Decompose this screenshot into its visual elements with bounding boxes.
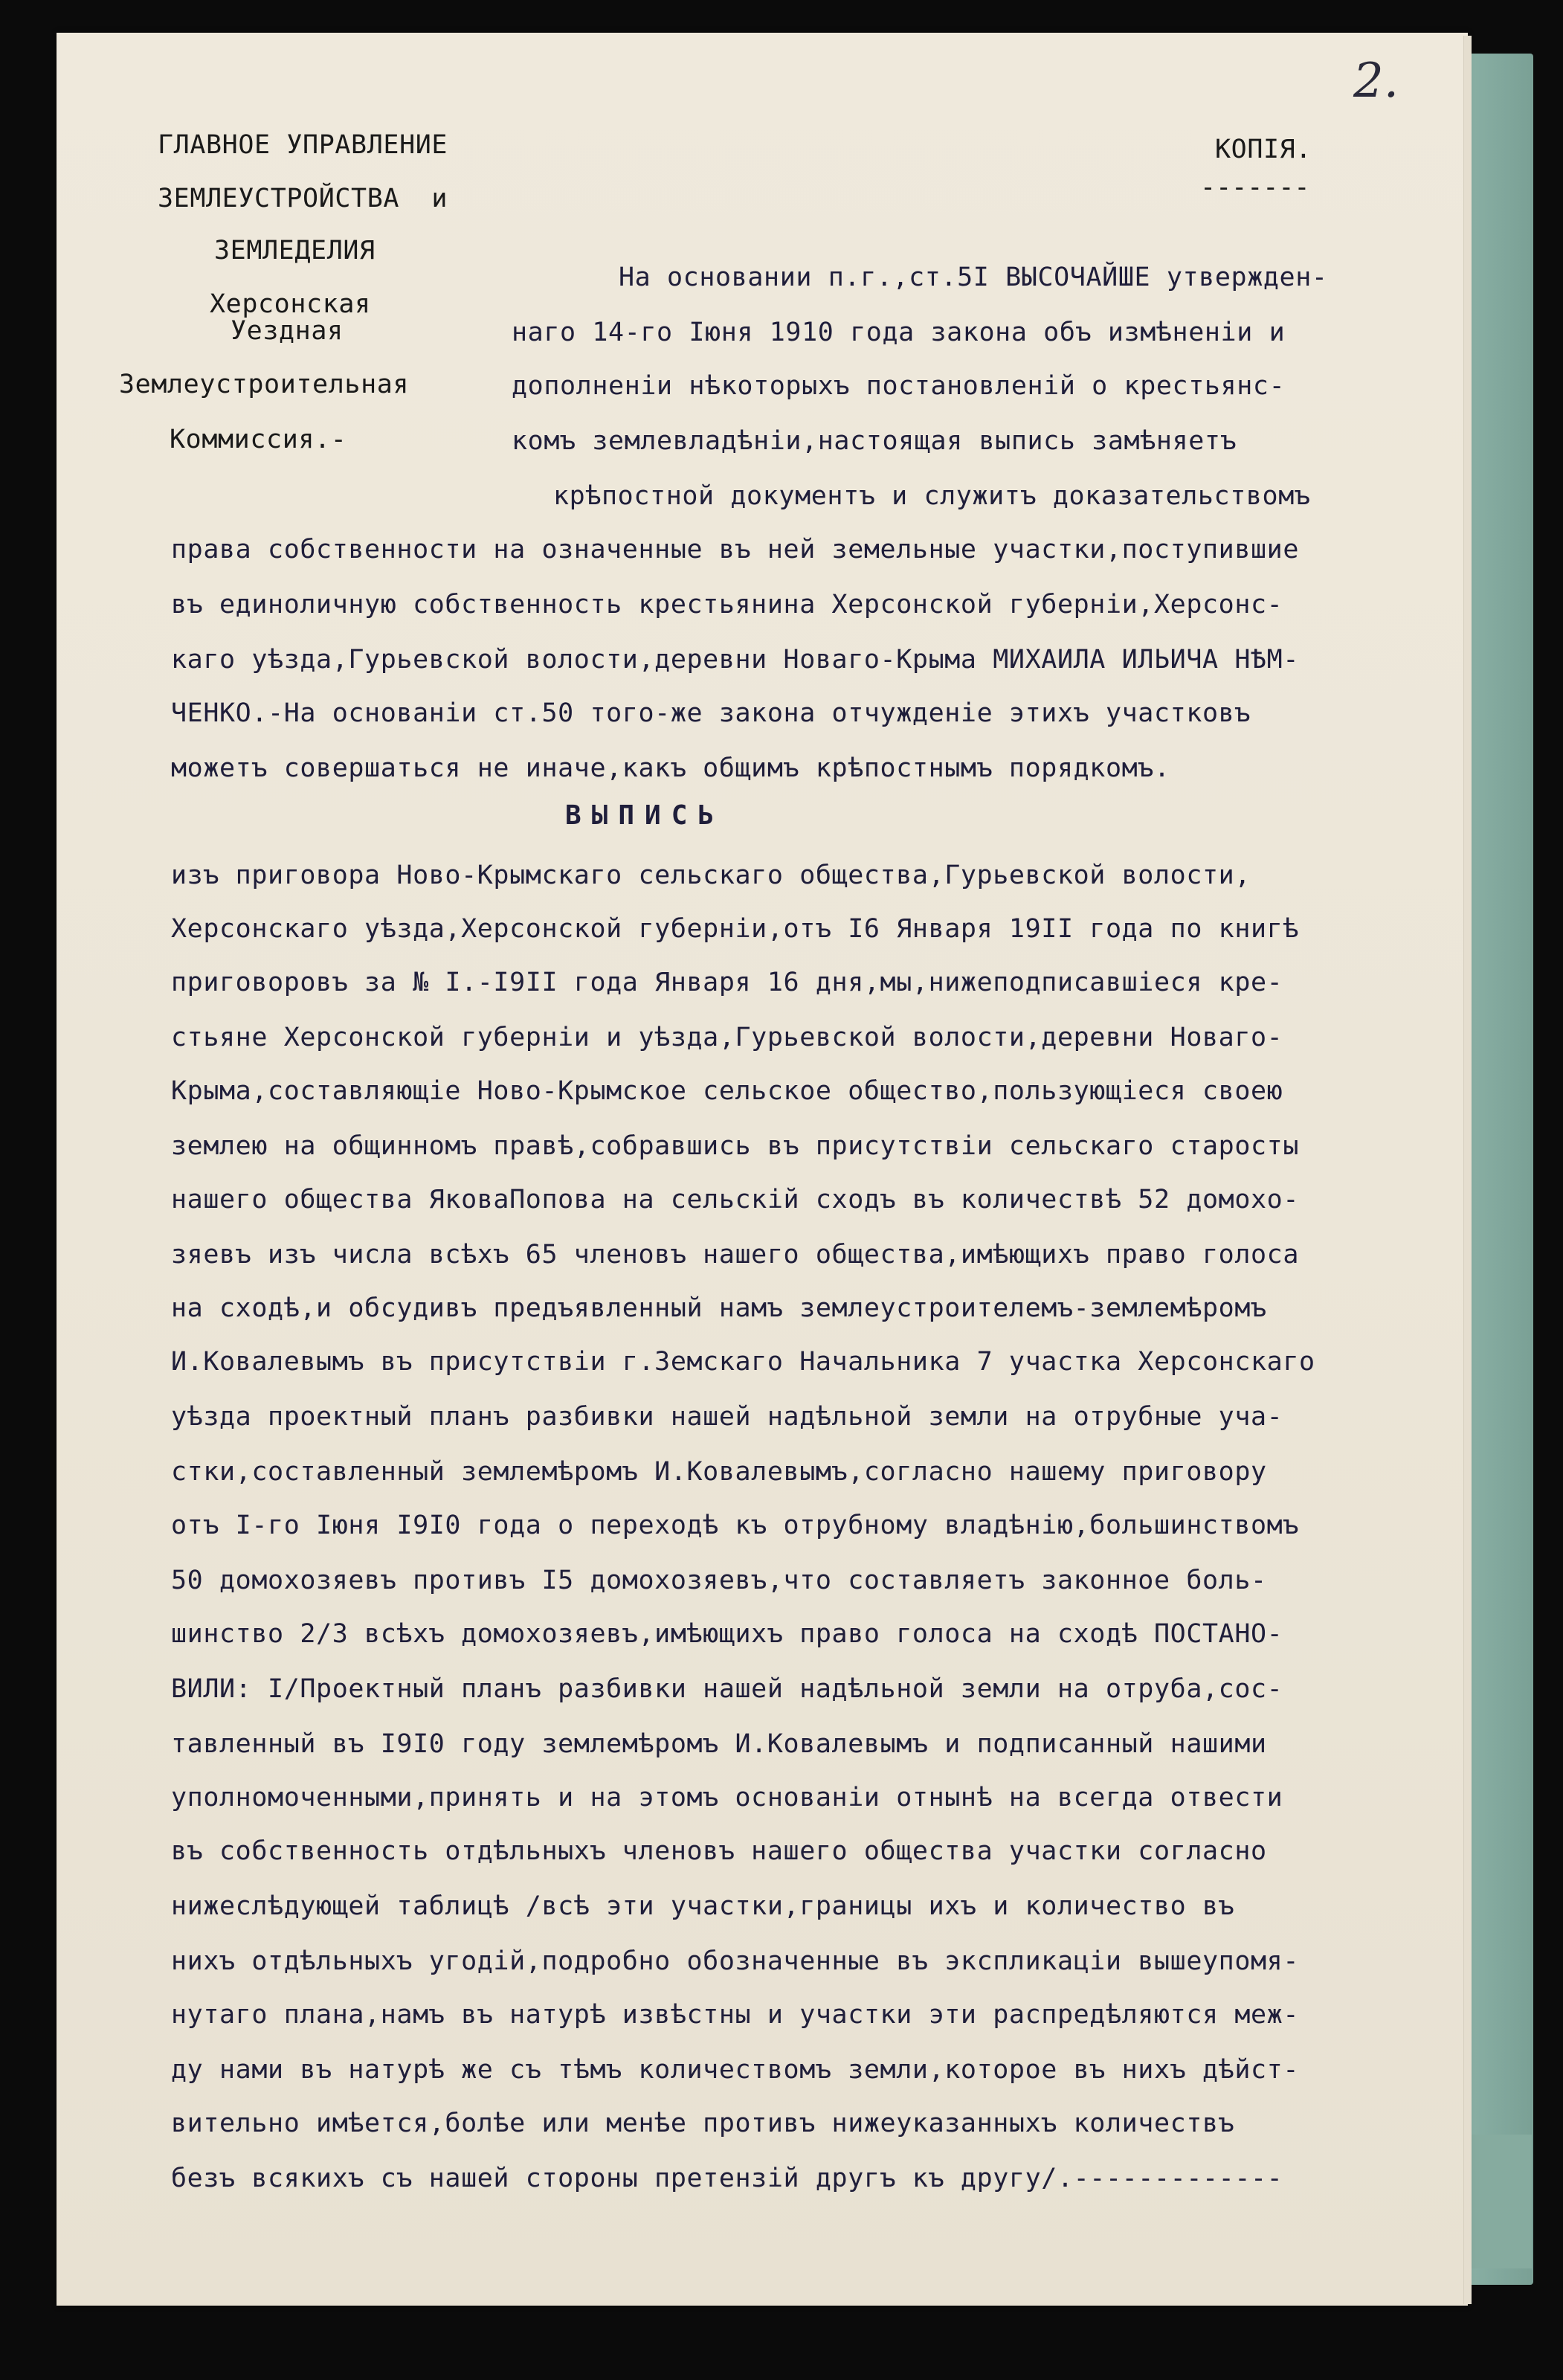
- body2-line-6: землею на общинномъ правѣ,собравшись въ присутствiи сельскаго старосты: [171, 1131, 1300, 1161]
- copy-label: КОПIЯ.: [1215, 135, 1312, 164]
- body2-line-11: уѣзда проектный планъ разбивки нашей надѣльной земли на отрубные уча-: [171, 1402, 1283, 1432]
- body2-line-14: 50 домохозяевъ противъ I5 домохозяевъ,что составляетъ законное боль-: [171, 1566, 1267, 1595]
- intro-line-5: крѣпостной документъ и служитъ доказательствомъ: [553, 481, 1311, 511]
- body2-line-18: уполномоченными,принять и на этомъ основанiи отнынѣ на всегда отвести: [171, 1783, 1283, 1813]
- intro-line-1: На основании п.г.,ст.5I ВЫСОЧАЙШЕ утвержден-: [619, 263, 1328, 292]
- org-line-5: Уездная: [231, 316, 344, 346]
- body2-line-24: вительно имѣется,болѣе или менѣе противъ нижеуказанныхъ количествъ: [171, 2109, 1235, 2138]
- body1-line-2: въ единоличную собственность крестьянина Херсонской губернiи,Херсонс-: [171, 590, 1283, 620]
- body2-line-9: на сходѣ,и обсудивъ предъявленный намъ землеустроителемъ-землемѣромъ: [171, 1293, 1267, 1323]
- body2-line-7: нашего общества ЯковаПопова на сельскiй сходъ въ количествѣ 52 домохо-: [171, 1185, 1300, 1215]
- body1-line-4: ЧЕНКО.-На основанiи ст.50 того-же закона отчужденiе этихъ участковъ: [171, 698, 1251, 728]
- body1-line-1: права собственности на означенные въ ней земельные участки,поступившие: [171, 535, 1300, 565]
- org-line-4: Херсонская: [210, 289, 371, 319]
- copy-underline: -------: [1200, 173, 1310, 202]
- body2-line-17: тавленный въ I9I0 году землемѣромъ И.Ковалевымъ и подписанный нашими: [171, 1729, 1267, 1759]
- body2-line-4: стьяне Херсонской губернiи и уѣзда,Гурьевской волости,деревни Новаго-: [171, 1023, 1283, 1052]
- body2-line-12: стки,составленный землемѣромъ И.Ковалевымъ,согласно нашему приговору: [171, 1457, 1267, 1487]
- org-line-7: Коммиссия.-: [170, 425, 347, 454]
- body2-line-1: изъ приговора Ново-Крымскаго сельскаго общества,Гурьевской волости,: [171, 861, 1251, 890]
- body2-line-19: въ собственность отдѣльныхъ членовъ нашего общества участки согласно: [171, 1836, 1267, 1866]
- page-number: 2.: [1353, 54, 1399, 109]
- body2-line-2: Херсонскаго уѣзда,Херсонской губернiи,отъ I6 Января 19II года по книгѣ: [171, 914, 1300, 944]
- org-line-2: ЗЕМЛЕУСТРОЙСТВА и: [158, 184, 448, 213]
- org-line-1: ГЛАВНОЕ УПРАВЛЕНИЕ: [158, 130, 448, 160]
- body2-line-13: отъ I-го Iюня I9I0 года о переходѣ къ отрубному владѣнiю,большинствомъ: [171, 1511, 1300, 1540]
- org-line-6: Землеустроительная: [119, 370, 410, 399]
- body2-line-20: нижеслѣдующей таблицѣ /всѣ эти участки,границы ихъ и количество въ: [171, 1891, 1235, 1921]
- body2-line-16: ВИЛИ: I/Проектный планъ разбивки нашей надѣльной земли на отруба,сос-: [171, 1674, 1283, 1704]
- body1-line-3: каго уѣзда,Гурьевской волости,деревни Новаго-Крыма МИХАИЛА ИЛЬИЧА НѢМ-: [171, 645, 1300, 675]
- body2-line-15: шинство 2/3 всѣхъ домохозяевъ,имѣющихъ право голоса на сходѣ ПОСТАНО-: [171, 1619, 1283, 1649]
- sheet-edge: [1463, 36, 1472, 2304]
- intro-line-3: дополненiи нѣкоторыхъ постановленiй о крестьянс-: [512, 371, 1286, 401]
- section-title: ВЫПИСЬ: [565, 800, 725, 831]
- body2-line-10: И.Ковалевымъ въ присутствiи г.Земскаго Начальника 7 участка Херсонскаго: [171, 1347, 1315, 1377]
- body2-line-23: ду нами въ натурѣ же съ тѣмъ количествомъ земли,которое въ нихъ дѣйст-: [171, 2055, 1300, 2085]
- intro-line-2: наго 14-го Iюня 1910 года закона объ измѣненiи и: [512, 318, 1286, 347]
- body2-line-22: нутаго плана,намъ въ натурѣ извѣстны и участки эти распредѣляются меж-: [171, 2000, 1300, 2030]
- body2-line-25: безъ всякихъ съ нашей стороны претензiй другъ къ другу/.-------------: [171, 2164, 1283, 2193]
- org-line-3: ЗЕМЛЕДЕЛИЯ: [214, 236, 376, 266]
- body2-line-21: нихъ отдѣльныхъ угодiй,подробно обозначенные въ экспликацiи вышеупомя-: [171, 1946, 1300, 1976]
- body2-line-5: Крыма,составляющiе Ново-Крымское сельское общество,пользующiеся своею: [171, 1076, 1283, 1106]
- body2-line-8: зяевъ изъ числа всѣхъ 65 членовъ нашего общества,имѣющихъ право голоса: [171, 1240, 1300, 1270]
- intro-line-4: комъ землевладѣнiи,настоящая выпись замѣняетъ: [512, 426, 1237, 456]
- body1-line-5: можетъ совершаться не иначе,какъ общимъ крѣпостнымъ порядкомъ.: [171, 753, 1170, 783]
- body2-line-3: приговоровъ за № I.-I9II года Января 16 дня,мы,нижеподписавшiеся кре-: [171, 968, 1283, 997]
